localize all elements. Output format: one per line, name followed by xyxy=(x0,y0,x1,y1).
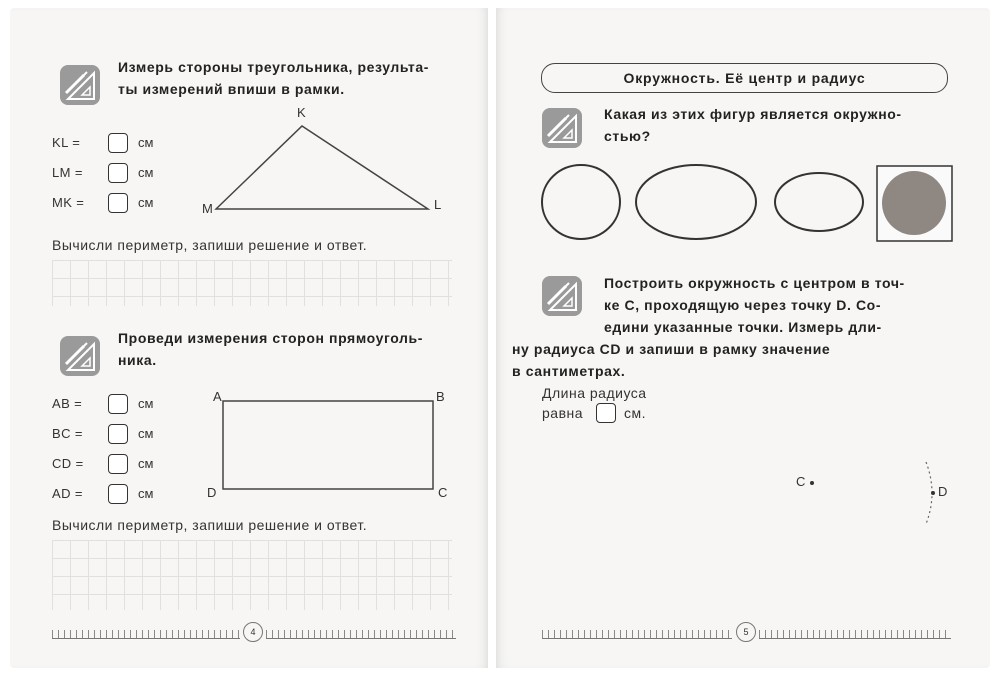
vertex-k: K xyxy=(297,105,306,120)
task-text-line: стью? xyxy=(604,128,651,144)
ruler-decoration xyxy=(542,624,732,639)
vertex-b: B xyxy=(436,389,445,404)
ruler-decoration xyxy=(266,624,456,639)
unit-label: см xyxy=(138,195,154,210)
measure-label-kl: KL = xyxy=(52,135,81,150)
radius-answer-prefix: равна xyxy=(542,405,584,421)
left-page xyxy=(10,8,488,668)
radius-answer-unit: см. xyxy=(624,405,647,421)
task-text-line: Какая из этих фигур является окружно- xyxy=(604,106,902,122)
answer-box-lm[interactable] xyxy=(108,163,128,183)
task-text-line: Проведи измерения сторон прямоуголь- xyxy=(118,330,423,346)
shapes-row xyxy=(536,156,956,246)
section-title: Окружность. Её центр и радиус xyxy=(541,63,948,93)
measure-label-ab: AB = xyxy=(52,396,83,411)
page-number: 4 xyxy=(243,622,263,642)
task-text-line: в сантиметрах. xyxy=(512,363,626,379)
task-text-line: Построить окружность с центром в точ- xyxy=(604,275,905,291)
shape-circle-outline[interactable] xyxy=(542,165,620,239)
answer-box-bc[interactable] xyxy=(108,424,128,444)
vertex-c: C xyxy=(438,485,448,500)
measure-label-bc: BC = xyxy=(52,426,83,441)
task-text-line: Измерь стороны треугольника, результа- xyxy=(118,59,429,75)
answer-box-cd[interactable] xyxy=(108,454,128,474)
ruler-triangle-icon xyxy=(542,108,582,148)
task-text-line: ника. xyxy=(118,352,157,368)
task-text-line: ке C, проходящую через точку D. Со- xyxy=(604,297,882,313)
answer-box-ad[interactable] xyxy=(108,484,128,504)
shape-ellipse-small[interactable] xyxy=(775,173,863,231)
point-c-dot xyxy=(808,478,818,488)
shape-filled-circle[interactable] xyxy=(882,171,946,235)
measure-label-ad: AD = xyxy=(52,486,83,501)
unit-label: см xyxy=(138,135,154,150)
answer-box-kl[interactable] xyxy=(108,133,128,153)
right-page xyxy=(496,8,990,668)
measure-label-mk: MK = xyxy=(52,195,85,210)
ruler-triangle-icon xyxy=(542,276,582,316)
grid-workspace[interactable] xyxy=(52,260,452,306)
instruction-text: Вычисли периметр, запиши решение и ответ. xyxy=(52,237,368,253)
vertex-m: M xyxy=(202,201,213,216)
answer-box-ab[interactable] xyxy=(108,394,128,414)
radius-answer-label: Длина радиуса xyxy=(542,385,647,401)
point-c-label: C xyxy=(796,474,806,489)
triangle-klm xyxy=(210,118,440,218)
unit-label: см xyxy=(138,165,154,180)
vertex-a: A xyxy=(213,389,222,404)
answer-box-mk[interactable] xyxy=(108,193,128,213)
task-text-line: ну радиуса CD и запиши в рамку значение xyxy=(512,341,831,357)
unit-label: см xyxy=(138,486,154,501)
ruler-decoration xyxy=(759,624,951,639)
task-text-line: ты измерений впиши в рамки. xyxy=(118,81,345,97)
vertex-d: D xyxy=(207,485,217,500)
ruler-decoration xyxy=(52,624,240,639)
instruction-text: Вычисли периметр, запиши решение и ответ. xyxy=(52,517,368,533)
point-d-label: D xyxy=(938,484,948,499)
measure-label-lm: LM = xyxy=(52,165,83,180)
task-text-line: едини указанные точки. Измерь дли- xyxy=(604,319,882,335)
rectangle-abcd xyxy=(222,400,436,492)
ruler-triangle-icon xyxy=(60,336,100,376)
radius-answer-box[interactable] xyxy=(596,403,616,423)
unit-label: см xyxy=(138,426,154,441)
measure-label-cd: CD = xyxy=(52,456,84,471)
page-number: 5 xyxy=(736,622,756,642)
shape-ellipse-wide[interactable] xyxy=(636,165,756,239)
unit-label: см xyxy=(138,396,154,411)
vertex-l: L xyxy=(434,197,442,212)
grid-workspace[interactable] xyxy=(52,540,452,610)
unit-label: см xyxy=(138,456,154,471)
ruler-triangle-icon xyxy=(60,65,100,105)
